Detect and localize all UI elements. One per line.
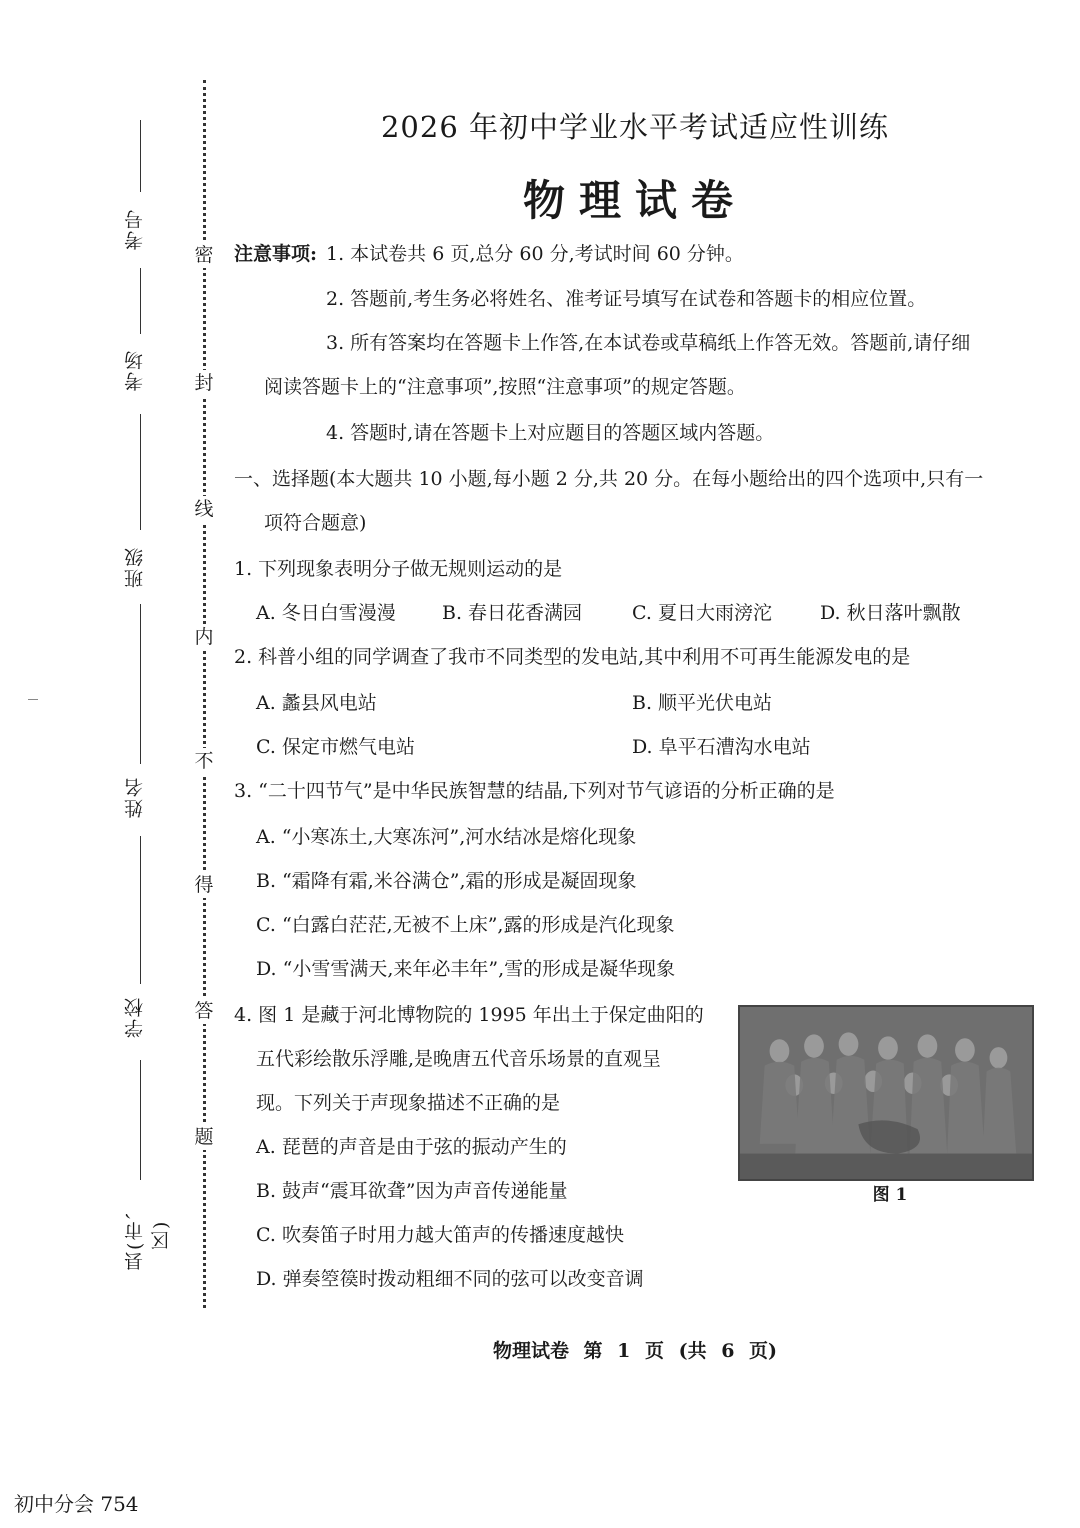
- q3-option-b: B. “霜降有霜,米谷满仓”,霜的形成是凝固现象: [256, 870, 637, 892]
- q4-stem-line2: 五代彩绘散乐浮雕,是晚唐五代音乐场景的直观呈: [256, 1048, 662, 1070]
- seal-char-xian: 线: [194, 498, 214, 520]
- relief-carving-illustration: [740, 1007, 1032, 1179]
- q2-option-c: C. 保定市燃气电站: [256, 736, 415, 758]
- q1-option-c: C. 夏日大雨滂沱: [632, 602, 772, 624]
- notice-item-3-cont: 阅读答题卡上的“注意事项”,按照“注意事项”的规定答题。: [264, 376, 746, 398]
- q4-option-a: A. 琵琶的声音是由于弦的振动产生的: [256, 1136, 567, 1158]
- seal-char-de: 得: [194, 874, 214, 896]
- field-name-label: 姓名: [124, 776, 146, 818]
- q1-option-a: A. 冬日白雪漫漫: [256, 602, 396, 624]
- q3-option-c: C. “白露白茫茫,无被不上床”,露的形成是汽化现象: [256, 914, 675, 936]
- field-name-line: [140, 604, 141, 764]
- notice-item-1: 1. 本试卷共 6 页,总分 60 分,考试时间 60 分钟。: [326, 243, 744, 265]
- section1-heading: 一、选择题(本大题共 10 小题,每小题 2 分,共 20 分。在每小题给出的四个选项中,只有一: [234, 468, 984, 490]
- field-school-label: 学校: [124, 996, 146, 1038]
- field-exam-room-line: [140, 268, 141, 334]
- q4-stem-line1: 4. 图 1 是藏于河北博物院的 1995 年出土于保定曲阳的: [234, 1004, 704, 1026]
- q1-option-b: B. 春日花香满园: [442, 602, 583, 624]
- field-exam-room: [122, 268, 148, 400]
- field-class-label: 班级: [124, 546, 146, 588]
- q4-option-b: B. 鼓声“震耳欲聋”因为声音传递能量: [256, 1180, 568, 1202]
- field-exam-room-label: 考场: [124, 349, 146, 391]
- relief-carving-photo: [738, 1005, 1034, 1181]
- q3-option-a: A. “小寒冻土,大寒冻河”,河水结冰是熔化现象: [256, 826, 637, 848]
- field-county-label: 县(市、区): [124, 1198, 172, 1272]
- q4-option-d: D. 弹奏箜篌时拨动粗细不同的弦可以改变音调: [256, 1268, 644, 1290]
- field-school: [122, 836, 148, 1046]
- field-exam-number-line: [140, 120, 141, 192]
- field-county-line: [140, 1060, 141, 1180]
- notice-head: 注意事项:: [234, 243, 318, 265]
- seal-char-nei: 内: [194, 626, 214, 648]
- q2-stem: 2. 科普小组的同学调查了我市不同类型的发电站,其中利用不可再生能源发电的是: [234, 646, 911, 668]
- notice-item-4: 4. 答题时,请在答题卡上对应题目的答题区域内答题。: [326, 422, 775, 444]
- q1-stem: 1. 下列现象表明分子做无规则运动的是: [234, 558, 563, 580]
- q2-option-d: D. 阜平石漕沟水电站: [632, 736, 811, 758]
- q4-option-c: C. 吹奏笛子时用力越大笛声的传播速度越快: [256, 1224, 624, 1246]
- figure-1-caption: 图 1: [872, 1185, 908, 1205]
- exam-subject-title: 物理试卷: [522, 176, 747, 225]
- field-county: [122, 1060, 172, 1286]
- notice-item-2: 2. 答题前,考生务必将姓名、准考证号填写在试卷和答题卡的相应位置。: [326, 288, 927, 310]
- seal-char-ti: 题: [194, 1126, 214, 1148]
- notice-item-3: 3. 所有答案均在答题卡上作答,在本试卷或草稿纸上作答无效。答题前,请仔细: [326, 332, 971, 354]
- q4-stem-line3: 现。下列关于声现象描述不正确的是: [256, 1092, 561, 1114]
- seal-char-bu: 不: [194, 750, 214, 772]
- field-name: [122, 604, 148, 826]
- exam-title: 2026 年初中学业水平考试适应性训练: [380, 110, 890, 144]
- q1-option-d: D. 秋日落叶飘散: [820, 602, 961, 624]
- field-exam-number-label: 考号: [124, 208, 146, 250]
- page-footer: 物理试卷 第 1 页 (共 6 页): [492, 1340, 778, 1362]
- seal-char-mi: 密: [194, 244, 214, 266]
- field-school-line: [140, 836, 141, 984]
- field-class: [122, 414, 148, 600]
- seal-char-da: 答: [194, 1000, 214, 1022]
- q2-option-b: B. 顺平光伏电站: [632, 692, 773, 714]
- scan-speck: [28, 699, 38, 700]
- source-watermark-text: 初中分会 754: [14, 1492, 139, 1516]
- seal-char-feng: 封: [194, 372, 214, 394]
- q2-option-a: A. 蠡县风电站: [256, 692, 377, 714]
- field-class-line: [140, 414, 141, 530]
- q3-option-d: D. “小雪雪满天,来年必丰年”,雪的形成是凝华现象: [256, 958, 676, 980]
- field-exam-number: [122, 120, 148, 260]
- section1-heading-cont: 项符合题意): [264, 512, 367, 534]
- q3-stem: 3. “二十四节气”是中华民族智慧的结晶,下列对节气谚语的分析正确的是: [234, 780, 835, 802]
